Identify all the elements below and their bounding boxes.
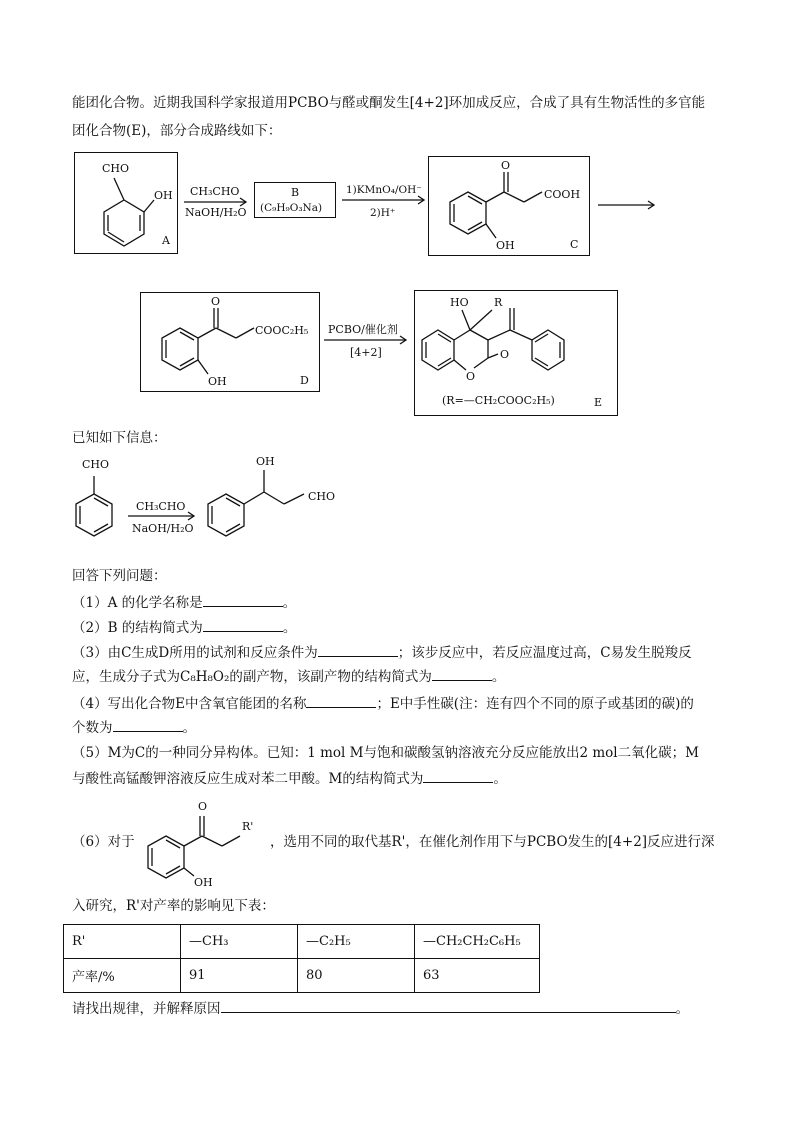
intro-line-1: 能团化合物。近期我国科学家报道用PCBO与醛或酮发生[4+2]环加成反应，合成了具有生物活性的多官能 [72,95,706,111]
q1-text: （1）A 的化学名称是 [72,595,203,611]
d-label: D [300,374,309,387]
arrow3-top: PCBO/催化剂 [328,323,398,336]
arrow2-bottom: 2)H⁺ [370,207,396,219]
q3-text-b: ；该步反应中，若反应温度过高，C易发生脱羧反 [397,645,692,661]
e-r-label: R [494,296,503,309]
known-product-cho-label: CHO [308,490,336,503]
table-cell: —CH₂CH₂C₆H₅ [415,925,540,959]
question-3-line-2 [72,666,505,687]
q6-text-c: 入研究，R'对产率的影响见下表： [72,898,275,914]
q3-answer-blank-1[interactable] [318,642,398,657]
compound-e-structure [414,290,618,416]
q4-answer-blank-2[interactable] [113,717,183,732]
table-row [64,959,540,993]
known-reaction [70,452,370,558]
q2-answer-blank[interactable] [203,617,283,632]
question-4-line-1 [72,693,694,714]
final-end: 。 [675,1001,689,1017]
arrow3-bottom: [4+2] [350,346,382,359]
a-label: A [162,234,170,247]
e-r-definition: (R=—CH₂COOC₂H₅) [442,394,555,407]
c-cooh-label: COOH [544,188,581,201]
question-2 [72,617,296,638]
final-question [72,998,689,1019]
e-keto-o-label: O [500,348,510,361]
q6-r-label: R' [242,820,254,833]
question-5-line-1: （5）M为C的一种同分异构体。已知：1 mol M与饱和碳酸氢钠溶液充分反应能放出2 mol二氧化碳；M [72,745,699,761]
arrow-c-to-d [596,198,658,212]
q3-text-a: （3）由C生成D所用的试剂和反应条件为 [72,645,318,661]
q6-oh-label: OH [194,876,213,889]
table-header-row [64,925,540,959]
question-4-line-2 [72,717,196,738]
d-ester-label: COOC₂H₅ [255,324,309,337]
q5-end: 。 [493,771,507,787]
a-cho-label: CHO [102,162,130,175]
q2-end: 。 [282,620,297,636]
q6-o-label: O [198,800,208,813]
compound-d-structure [140,292,320,392]
known-oh-label: OH [256,455,275,468]
q3-end: 。 [491,669,506,685]
b-formula: (C₉H₉O₃Na) [260,202,323,214]
q1-answer-blank[interactable] [203,592,283,607]
q2-text: （2）B 的结构简式为 [72,620,203,636]
q6-text-a: （6）对于 [72,834,135,850]
arrow1-bottom: NaOH/H₂O [185,206,247,219]
e-ring-o-label: O [466,370,476,383]
compound-c-structure [428,156,590,256]
q4-text-b: ；E中手性碳(注：连有四个不同的原子或基团的碳)的 [376,696,694,712]
q3-text-c: 应，生成分子式为C₈H₈O₂的副产物，该副产物的结构简式为 [72,669,432,685]
yield-table [63,924,540,993]
q4-end: 。 [182,720,196,736]
final-text: 请找出规律，并解释原因 [72,1001,221,1017]
d-o-label: O [211,295,221,308]
table-cell: 80 [298,959,415,993]
intro-line-2: 团化合物(E)，部分合成路线如下： [72,123,282,139]
q1-end: 。 [282,595,297,611]
arrow2-top: 1)KMnO₄/OH⁻ [346,184,422,196]
known-arrow-bottom: NaOH/H₂O [132,522,194,535]
compound-a-structure [74,152,178,254]
compound-b [254,182,336,218]
final-answer-blank[interactable] [221,998,676,1013]
known-heading: 已知如下信息： [72,430,167,446]
e-ho-label: HO [450,296,469,309]
arrow-a-to-b [182,180,250,224]
question-1 [72,592,296,613]
arrow-d-to-e [322,318,410,364]
table-cell: R' [64,925,181,959]
c-label: C [570,238,579,251]
q5-text-b: 与酸性高锰酸钾溶液反应生成对苯二甲酸。M的结构简式为 [72,771,424,787]
c-o-label: O [501,159,511,172]
arrow1-top: CH₃CHO [190,185,240,198]
c-oh-label: OH [496,239,515,252]
e-label: E [594,396,603,409]
b-label: B [291,186,300,199]
a-oh-label: OH [154,189,173,202]
q6-structure [136,796,266,888]
d-oh-label: OH [208,375,227,388]
questions-heading: 回答下列问题： [72,568,167,584]
question-3-line-1 [72,642,692,663]
table-cell: 91 [181,959,298,993]
table-cell: —CH₃ [181,925,298,959]
q4-answer-blank-1[interactable] [306,693,376,708]
table-cell: 63 [415,959,540,993]
q3-answer-blank-2[interactable] [432,666,492,681]
table-cell: 产率/% [64,959,181,993]
arrow-b-to-c [340,178,428,226]
q4-text-a: （4）写出化合物E中含氧官能团的名称 [72,696,307,712]
q5-answer-blank[interactable] [423,768,493,783]
q4-text-c: 个数为 [72,720,113,736]
question-5-line-2 [72,768,507,789]
table-cell: —C₂H₅ [298,925,415,959]
known-cho-label: CHO [82,458,110,471]
known-arrow-top: CH₃CHO [136,500,186,513]
q6-text-b: ，选用不同的取代基R'，在催化剂作用下与PCBO发生的[4+2]反应进行深 [270,834,715,850]
